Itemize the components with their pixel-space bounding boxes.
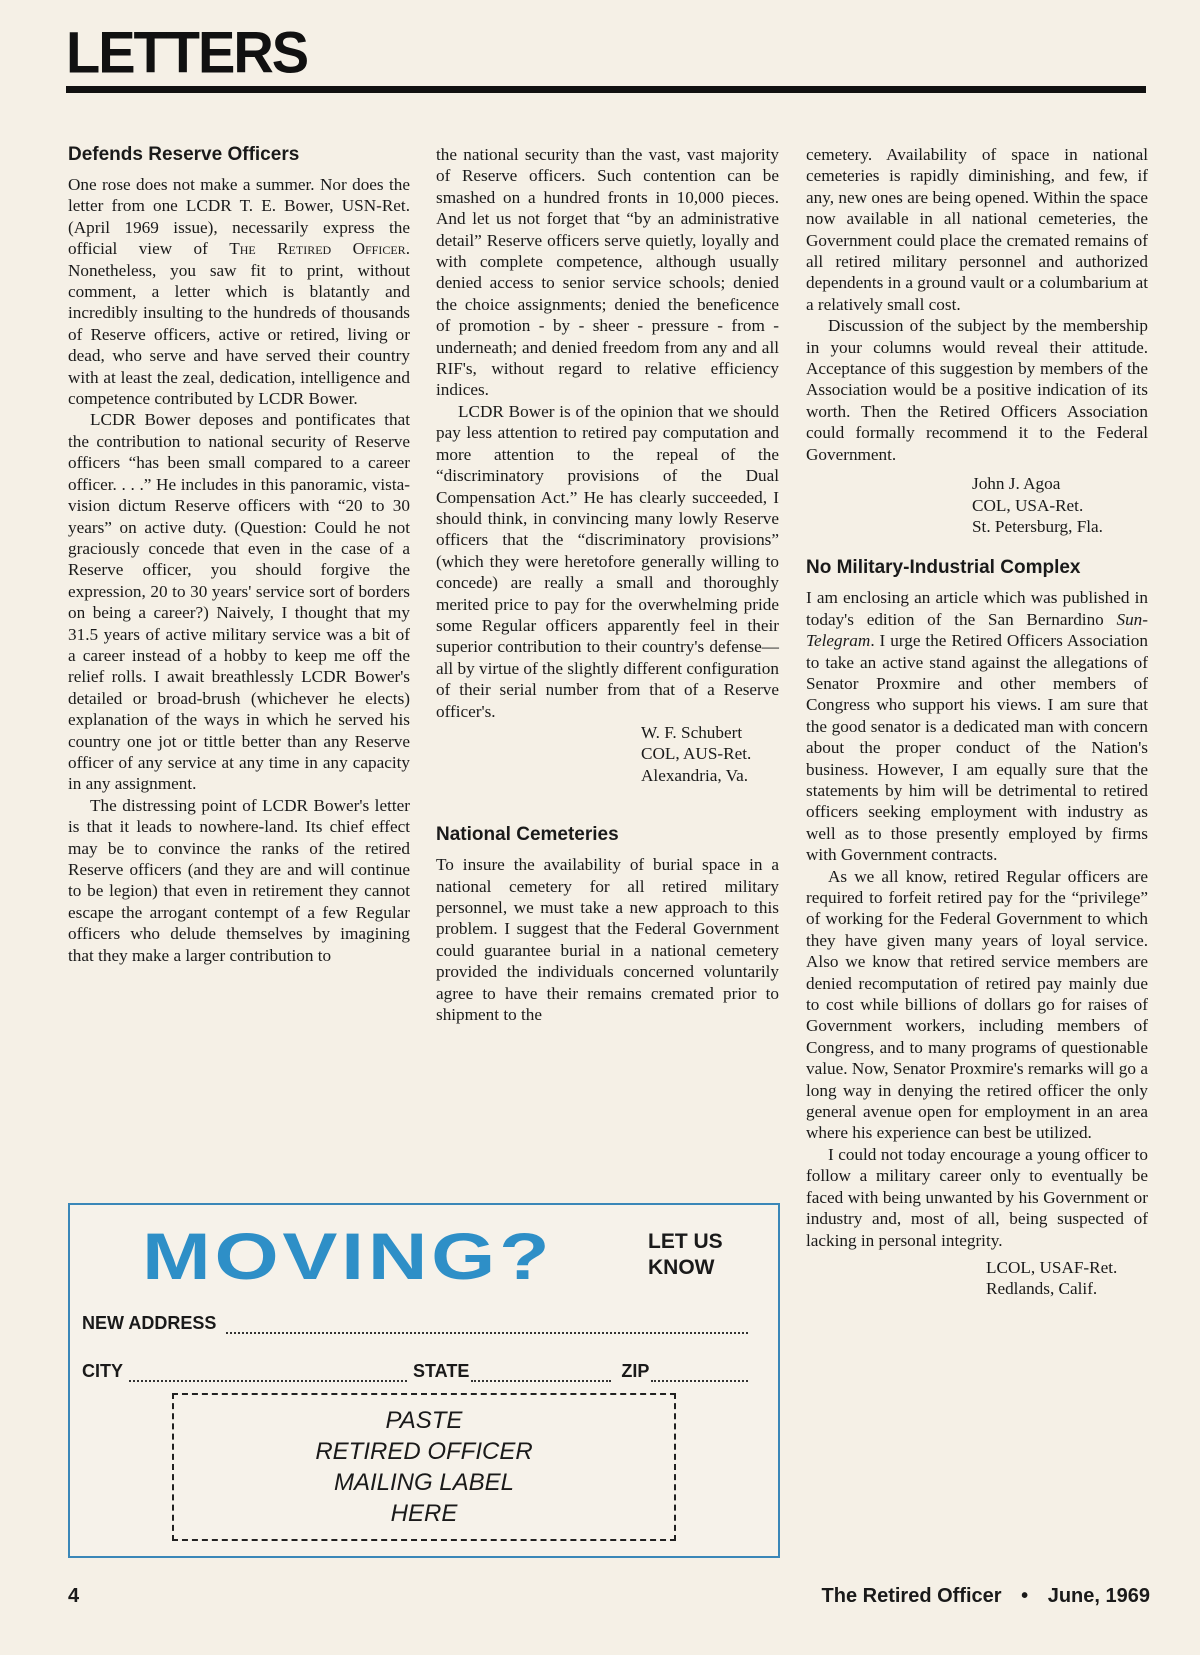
text-run: . I urge the Retired Officers Association to take an active stand against the allegations of Senator Proxmire and other members of Congress who support his views. I am sure that the good senator is a dedicated man with concern about the proper conduct of the Nation's business. However, I am equally sure that the statements by him will be detrimental to retired officers seeking employment with industry as well as to those presently employed by firms with Government contracts. <box>806 631 1148 865</box>
letter-paragraph: LCDR Bower deposes and pontificates that the contribution to national security of Reserve officers “has been small compared to a career officer. . . .” He includes in this panoramic, vista-vision dictum Reserve officers with “20 to 30 years” on active duty. (Question: Could he not graciously concede that even in the case of a Reserve officer, you should forgive the expression, 20 to 30 years' service sort of borders on being a career?) Naively, I thought that my 31.5 years of active military service was a bit of a career instead of a hobby to keep me off the relief rolls. I await breathlessly LCDR Bower's detailed or broad-brush (whichever he elects) explanation of the ways in which he served his country one jot or tittle better than any Reserve officer of any service at any time in any capacity in any assignment. <box>68 410 410 794</box>
signature-line: LCOL, USAF-Ret. <box>986 1257 1118 1277</box>
signature-line: Alexandria, Va. <box>641 765 749 785</box>
text-run: . Nonetheless, you saw fit to print, without comment, a letter which is blatantly and incredibly insulting to the hundreds of thousands of Reserve officers, active or retired, living or dead, who serve and have served their country with at least the zeal, dedication, intelligence and competence contributed by LCDR Bower. <box>68 239 410 409</box>
masthead-rule <box>66 86 1146 93</box>
new-address-label: NEW ADDRESS <box>82 1313 217 1333</box>
zip-field[interactable] <box>651 1364 748 1382</box>
letter-paragraph: To insure the availability of burial space in a national cemetery for all retired military personnel, we must take a new approach to this problem. I suggest that the Federal Government could guarantee burial in a national cemetery provided the individuals concerned voluntarily agree to have their remains cremated prior to shipment to the <box>436 855 779 1025</box>
publication-name: The Retired Officer <box>821 1585 1002 1607</box>
signature-line: COL, AUS-Ret. <box>641 744 752 764</box>
let-us-line: LET US <box>648 1230 723 1253</box>
page-number: 4 <box>68 1585 80 1607</box>
letter-paragraph: the national security than the vast, vast majority of Reserve officers. Such contention can be smashed on a hundred fronts in 10,000 pieces. And let us not forget that “by an administrative detail” Reserve officers serve quietly, loyally and with complete competence, although usually denied access to senior service schools; denied the choice assignments; denied the beneficence of promotion - by - sheer - pressure - from - underneath; and denied freedom from any and all RIF's, without regard to relative efficiency indices. <box>436 145 779 400</box>
letter-paragraph: Discussion of the subject by the membership in your columns would reveal their attitude. Acceptance of this suggestion by members of the Association would be a positive indication of its worth. Then the Retired Officers Association could formally recommend it to the Federal Government. <box>806 316 1148 464</box>
letter-paragraph: The distressing point of LCDR Bower's letter is that it leads to nowhere-land. Its chief effect may be to convince the ranks of the retired Reserve officers (and they are and will continue to be legion) that even in retirement they cannot escape the arrogant contempt of a few Regular officers who delude themselves by imagining that they make a larger contribution to <box>68 795 410 965</box>
letter-paragraph: LCDR Bower is of the opinion that we should pay less attention to retired pay computation and more attention to the repeal of the “discriminatory provisions of the Dual Compensation Act.” He has clearly succeeded, I should think, in convincing many lowly Reserve officers that the “discriminatory provisions” (which they were heretofore generally willing to concede) are really a small and thoroughly merited price to pay for the overwhelming pride some Regular officers apparently feel in their superior contribution to their country's defense—all by virtue of the slightly different configuration of their serial number from that of a Reserve officer's. <box>436 401 779 721</box>
magazine-name: The Retired Officer <box>229 239 406 259</box>
city-field[interactable] <box>129 1364 407 1382</box>
label-line: RETIRED OFFICER <box>315 1438 533 1465</box>
text-run: I am enclosing an article which was published in today's edition of the San Bernardino <box>806 588 1148 629</box>
letter-paragraph <box>68 174 410 409</box>
letter-signature-agoa <box>972 473 1148 537</box>
city-state-zip-row <box>82 1361 762 1382</box>
section-masthead: LETTERS <box>66 19 308 86</box>
new-address-row <box>82 1313 762 1334</box>
moving-coupon <box>68 1203 780 1558</box>
zip-label: ZIP <box>621 1361 650 1381</box>
label-line: HERE <box>390 1500 458 1527</box>
letter-paragraph: I could not today encourage a young officer to follow a military career only to eventually be faced with being unwanted by his Government or industry and, most of all, being suspected of lacking in personal integrity. <box>806 1144 1148 1250</box>
city-label: CITY <box>82 1361 124 1381</box>
letter-paragraph: As we all know, retired Regular officers are required to forfeit retired pay for the “privilege” of working for the Federal Government to which they have given many years of loyal service. Also we know that retired service members are denied recomputation of retired pay mainly due to cost while billions of dollars go for raises of Government workers, including members of Congress, and to many programs of questionable value. Now, Senator Proxmire's remarks will go a long way in denying the retired officer the only general avenue open for employment in an area where his experience can best be utilized. <box>806 866 1148 1143</box>
footer-bullet: • <box>1021 1585 1029 1607</box>
signature-line: John J. Agoa <box>972 474 1061 494</box>
new-address-field[interactable] <box>226 1316 748 1334</box>
moving-title: MOVING? <box>142 1219 554 1293</box>
column-1 <box>68 144 410 966</box>
letter-signature-anonymous <box>986 1257 1148 1300</box>
footer-publication <box>822 1585 1150 1608</box>
signature-line: COL, USA-Ret. <box>972 495 1084 515</box>
letter-paragraph: cemetery. Availability of space in national cemeteries is rapidly diminishing, and few, if any, new ones are being opened. Within the space now available in all national cemeteries, the Government could place the cremated remains of all retired military personnel and authorized dependents in a ground vault or a columbarium at a relatively small cost. <box>806 145 1148 314</box>
signature-line: Redlands, Calif. <box>986 1279 1098 1299</box>
label-line: PASTE <box>385 1407 463 1434</box>
text-run: One rose does not make a summer. Nor does the letter from one LCDR T. E. Bower, USN-Ret. (April 1969 issue), necessarily express the official view of <box>68 175 410 259</box>
issue-date: June, 1969 <box>1047 1585 1150 1607</box>
letter-signature-schubert <box>641 722 779 786</box>
know-line: KNOW <box>648 1256 715 1279</box>
signature-line: W. F. Schubert <box>641 722 743 742</box>
column-2 <box>436 144 779 1025</box>
label-line: MAILING LABEL <box>333 1469 515 1496</box>
mailing-label-box <box>172 1393 676 1541</box>
state-field[interactable] <box>471 1364 611 1382</box>
state-label: STATE <box>413 1361 470 1381</box>
signature-line: St. Petersburg, Fla. <box>972 516 1103 536</box>
letter-heading-reserve-officers: Defends Reserve Officers <box>68 144 300 165</box>
let-us-know <box>648 1229 723 1281</box>
newspaper-name: Sun-Telegram <box>806 609 1148 651</box>
letter-heading-military-industrial: No Military-Industrial Complex <box>806 557 1081 579</box>
letter-heading-national-cemeteries: National Cemeteries <box>436 824 619 846</box>
column-3 <box>806 144 1148 1300</box>
letter-paragraph <box>806 587 1148 865</box>
